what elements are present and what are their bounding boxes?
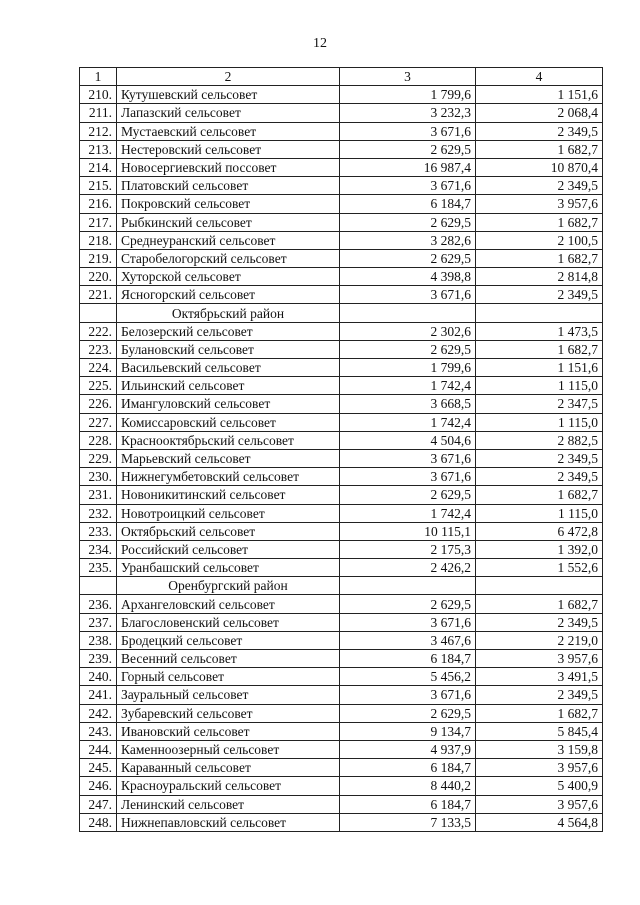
row-value-4: 6 472,8 <box>476 522 603 540</box>
row-name: Ивановский сельсовет <box>117 722 340 740</box>
table-row <box>80 650 603 668</box>
row-value-4: 1 682,7 <box>476 486 603 504</box>
table-row <box>80 213 603 231</box>
row-name: Зубаревский сельсовет <box>117 704 340 722</box>
row-value-3: 4 398,8 <box>340 268 476 286</box>
row-number: 244. <box>80 740 117 758</box>
row-value-3: 3 671,6 <box>340 122 476 140</box>
row-value-3: 3 232,3 <box>340 104 476 122</box>
row-number: 240. <box>80 668 117 686</box>
row-name: Уранбашский сельсовет <box>117 559 340 577</box>
page-number: 12 <box>313 36 327 51</box>
row-name: Бродецкий сельсовет <box>117 631 340 649</box>
row-value-3: 16 987,4 <box>340 158 476 176</box>
row-value-4: 2 349,5 <box>476 468 603 486</box>
row-value-3: 1 799,6 <box>340 359 476 377</box>
row-value-4: 1 151,6 <box>476 359 603 377</box>
section-empty-cell <box>340 577 476 595</box>
data-table <box>79 67 603 832</box>
row-value-4: 2 347,5 <box>476 395 603 413</box>
row-number: 217. <box>80 213 117 231</box>
row-name: Зауральный сельсовет <box>117 686 340 704</box>
row-value-3: 6 184,7 <box>340 795 476 813</box>
row-value-4: 10 870,4 <box>476 158 603 176</box>
row-number: 228. <box>80 431 117 449</box>
row-value-4: 2 349,5 <box>476 177 603 195</box>
row-value-4: 2 814,8 <box>476 268 603 286</box>
row-number: 212. <box>80 122 117 140</box>
row-name: Белозерский сельсовет <box>117 322 340 340</box>
row-value-4: 1 682,7 <box>476 704 603 722</box>
row-name: Новоникитинский сельсовет <box>117 486 340 504</box>
row-value-3: 2 302,6 <box>340 322 476 340</box>
table-row <box>80 158 603 176</box>
row-name: Краснооктябрьский сельсовет <box>117 431 340 449</box>
row-number: 239. <box>80 650 117 668</box>
row-value-3: 1 742,4 <box>340 504 476 522</box>
row-number: 234. <box>80 540 117 558</box>
row-value-4: 1 682,7 <box>476 595 603 613</box>
row-value-4: 4 564,8 <box>476 813 603 831</box>
row-number: 242. <box>80 704 117 722</box>
table-row <box>80 140 603 158</box>
row-name: Благословенский сельсовет <box>117 613 340 631</box>
row-number: 246. <box>80 777 117 795</box>
row-name: Новотроицкий сельсовет <box>117 504 340 522</box>
header-cell-4: 4 <box>476 68 603 86</box>
row-value-3: 2 426,2 <box>340 559 476 577</box>
row-name: Кутушевский сельсовет <box>117 86 340 104</box>
row-value-4: 3 491,5 <box>476 668 603 686</box>
row-value-3: 1 799,6 <box>340 86 476 104</box>
row-name: Хуторской сельсовет <box>117 268 340 286</box>
row-number: 245. <box>80 759 117 777</box>
row-number: 237. <box>80 613 117 631</box>
row-number: 216. <box>80 195 117 213</box>
table-body <box>80 68 603 832</box>
table-row <box>80 759 603 777</box>
table-row <box>80 86 603 104</box>
row-number: 241. <box>80 686 117 704</box>
row-value-3: 6 184,7 <box>340 759 476 777</box>
row-number: 238. <box>80 631 117 649</box>
row-value-4: 3 957,6 <box>476 795 603 813</box>
table-row <box>80 704 603 722</box>
row-name: Новосергиевский поссовет <box>117 158 340 176</box>
row-value-4: 2 219,0 <box>476 631 603 649</box>
row-name: Имангуловский сельсовет <box>117 395 340 413</box>
table-row <box>80 286 603 304</box>
table-row <box>80 431 603 449</box>
row-number: 213. <box>80 140 117 158</box>
table-row <box>80 231 603 249</box>
row-name: Нижнегумбетовский сельсовет <box>117 468 340 486</box>
row-value-3: 3 671,6 <box>340 613 476 631</box>
row-value-3: 2 629,5 <box>340 595 476 613</box>
table-row <box>80 559 603 577</box>
row-name: Среднеуранский сельсовет <box>117 231 340 249</box>
row-value-3: 1 742,4 <box>340 377 476 395</box>
row-name: Каменноозерный сельсовет <box>117 740 340 758</box>
table-row <box>80 740 603 758</box>
row-value-3: 3 671,6 <box>340 686 476 704</box>
row-value-3: 2 629,5 <box>340 340 476 358</box>
table-row <box>80 413 603 431</box>
row-value-3: 2 629,5 <box>340 486 476 504</box>
row-number: 211. <box>80 104 117 122</box>
table-row <box>80 322 603 340</box>
row-name: Красноуральский сельсовет <box>117 777 340 795</box>
table-row <box>80 249 603 267</box>
table-row <box>80 722 603 740</box>
row-number: 215. <box>80 177 117 195</box>
section-empty-cell <box>340 304 476 322</box>
row-value-3: 3 282,6 <box>340 231 476 249</box>
section-row <box>80 577 603 595</box>
row-value-4: 1 682,7 <box>476 140 603 158</box>
row-value-4: 5 400,9 <box>476 777 603 795</box>
row-value-4: 3 957,6 <box>476 195 603 213</box>
section-empty-cell <box>80 577 117 595</box>
section-empty-cell <box>80 304 117 322</box>
row-number: 220. <box>80 268 117 286</box>
row-value-4: 1 115,0 <box>476 504 603 522</box>
row-value-4: 2 068,4 <box>476 104 603 122</box>
table-row <box>80 177 603 195</box>
row-name: Покровский сельсовет <box>117 195 340 213</box>
row-value-4: 1 115,0 <box>476 377 603 395</box>
section-title: Оренбургский район <box>117 577 340 595</box>
row-value-3: 2 629,5 <box>340 140 476 158</box>
table-row <box>80 631 603 649</box>
table-row <box>80 668 603 686</box>
row-number: 227. <box>80 413 117 431</box>
row-value-3: 2 175,3 <box>340 540 476 558</box>
row-value-4: 3 957,6 <box>476 650 603 668</box>
table-row <box>80 468 603 486</box>
table-row <box>80 268 603 286</box>
row-value-3: 5 456,2 <box>340 668 476 686</box>
section-row <box>80 304 603 322</box>
row-value-3: 6 184,7 <box>340 650 476 668</box>
row-value-3: 3 467,6 <box>340 631 476 649</box>
table-row <box>80 522 603 540</box>
row-value-4: 1 115,0 <box>476 413 603 431</box>
row-value-3: 7 133,5 <box>340 813 476 831</box>
row-name: Архангеловский сельсовет <box>117 595 340 613</box>
table-row <box>80 340 603 358</box>
row-value-3: 3 671,6 <box>340 449 476 467</box>
row-number: 243. <box>80 722 117 740</box>
row-name: Нестеровский сельсовет <box>117 140 340 158</box>
header-cell-1: 1 <box>80 68 117 86</box>
row-name: Булановский сельсовет <box>117 340 340 358</box>
table-row <box>80 813 603 831</box>
row-value-3: 4 504,6 <box>340 431 476 449</box>
row-value-4: 2 349,5 <box>476 286 603 304</box>
table-row <box>80 104 603 122</box>
table-row <box>80 777 603 795</box>
row-value-3: 2 629,5 <box>340 249 476 267</box>
row-number: 214. <box>80 158 117 176</box>
row-value-4: 1 682,7 <box>476 340 603 358</box>
row-number: 229. <box>80 449 117 467</box>
table-row <box>80 613 603 631</box>
row-value-4: 2 349,5 <box>476 122 603 140</box>
row-value-4: 1 682,7 <box>476 249 603 267</box>
row-number: 235. <box>80 559 117 577</box>
row-value-4: 1 473,5 <box>476 322 603 340</box>
table-row <box>80 195 603 213</box>
row-value-4: 1 392,0 <box>476 540 603 558</box>
table-row <box>80 377 603 395</box>
table-row <box>80 395 603 413</box>
row-value-3: 1 742,4 <box>340 413 476 431</box>
row-number: 223. <box>80 340 117 358</box>
row-name: Ясногорский сельсовет <box>117 286 340 304</box>
row-number: 231. <box>80 486 117 504</box>
row-value-4: 2 349,5 <box>476 449 603 467</box>
row-value-3: 3 671,6 <box>340 177 476 195</box>
row-name: Караванный сельсовет <box>117 759 340 777</box>
row-value-4: 3 159,8 <box>476 740 603 758</box>
table-header-row <box>80 68 603 86</box>
row-value-4: 5 845,4 <box>476 722 603 740</box>
row-name: Васильевский сельсовет <box>117 359 340 377</box>
table-row <box>80 486 603 504</box>
row-value-4: 2 100,5 <box>476 231 603 249</box>
row-value-3: 3 671,6 <box>340 286 476 304</box>
row-value-3: 6 184,7 <box>340 195 476 213</box>
row-number: 226. <box>80 395 117 413</box>
row-value-4: 1 552,6 <box>476 559 603 577</box>
row-name: Российский сельсовет <box>117 540 340 558</box>
row-value-4: 2 349,5 <box>476 613 603 631</box>
row-name: Мустаевский сельсовет <box>117 122 340 140</box>
row-number: 210. <box>80 86 117 104</box>
row-number: 248. <box>80 813 117 831</box>
row-name: Старобелогорский сельсовет <box>117 249 340 267</box>
row-value-4: 1 682,7 <box>476 213 603 231</box>
row-value-3: 2 629,5 <box>340 213 476 231</box>
row-name: Октябрьский сельсовет <box>117 522 340 540</box>
table-row <box>80 122 603 140</box>
table-row <box>80 595 603 613</box>
row-value-4: 2 882,5 <box>476 431 603 449</box>
row-number: 222. <box>80 322 117 340</box>
table-row <box>80 540 603 558</box>
row-number: 218. <box>80 231 117 249</box>
table-row <box>80 795 603 813</box>
row-name: Платовский сельсовет <box>117 177 340 195</box>
row-name: Весенний сельсовет <box>117 650 340 668</box>
row-name: Комиссаровский сельсовет <box>117 413 340 431</box>
table-row <box>80 686 603 704</box>
row-number: 225. <box>80 377 117 395</box>
row-name: Ильинский сельсовет <box>117 377 340 395</box>
row-name: Лапазский сельсовет <box>117 104 340 122</box>
row-number: 236. <box>80 595 117 613</box>
row-number: 233. <box>80 522 117 540</box>
table-row <box>80 504 603 522</box>
row-number: 224. <box>80 359 117 377</box>
row-value-3: 2 629,5 <box>340 704 476 722</box>
table-row <box>80 359 603 377</box>
row-number: 230. <box>80 468 117 486</box>
header-cell-2: 2 <box>117 68 340 86</box>
row-value-3: 9 134,7 <box>340 722 476 740</box>
row-value-4: 1 151,6 <box>476 86 603 104</box>
section-empty-cell <box>476 577 603 595</box>
row-value-3: 3 671,6 <box>340 468 476 486</box>
row-value-3: 8 440,2 <box>340 777 476 795</box>
row-value-3: 3 668,5 <box>340 395 476 413</box>
row-number: 219. <box>80 249 117 267</box>
section-title: Октябрьский район <box>117 304 340 322</box>
row-number: 232. <box>80 504 117 522</box>
row-name: Рыбкинский сельсовет <box>117 213 340 231</box>
row-value-4: 2 349,5 <box>476 686 603 704</box>
section-empty-cell <box>476 304 603 322</box>
header-cell-3: 3 <box>340 68 476 86</box>
row-number: 221. <box>80 286 117 304</box>
row-value-4: 3 957,6 <box>476 759 603 777</box>
row-value-3: 4 937,9 <box>340 740 476 758</box>
row-name: Ленинский сельсовет <box>117 795 340 813</box>
row-name: Горный сельсовет <box>117 668 340 686</box>
row-number: 247. <box>80 795 117 813</box>
row-name: Нижнепавловский сельсовет <box>117 813 340 831</box>
row-name: Марьевский сельсовет <box>117 449 340 467</box>
table-row <box>80 449 603 467</box>
row-value-3: 10 115,1 <box>340 522 476 540</box>
